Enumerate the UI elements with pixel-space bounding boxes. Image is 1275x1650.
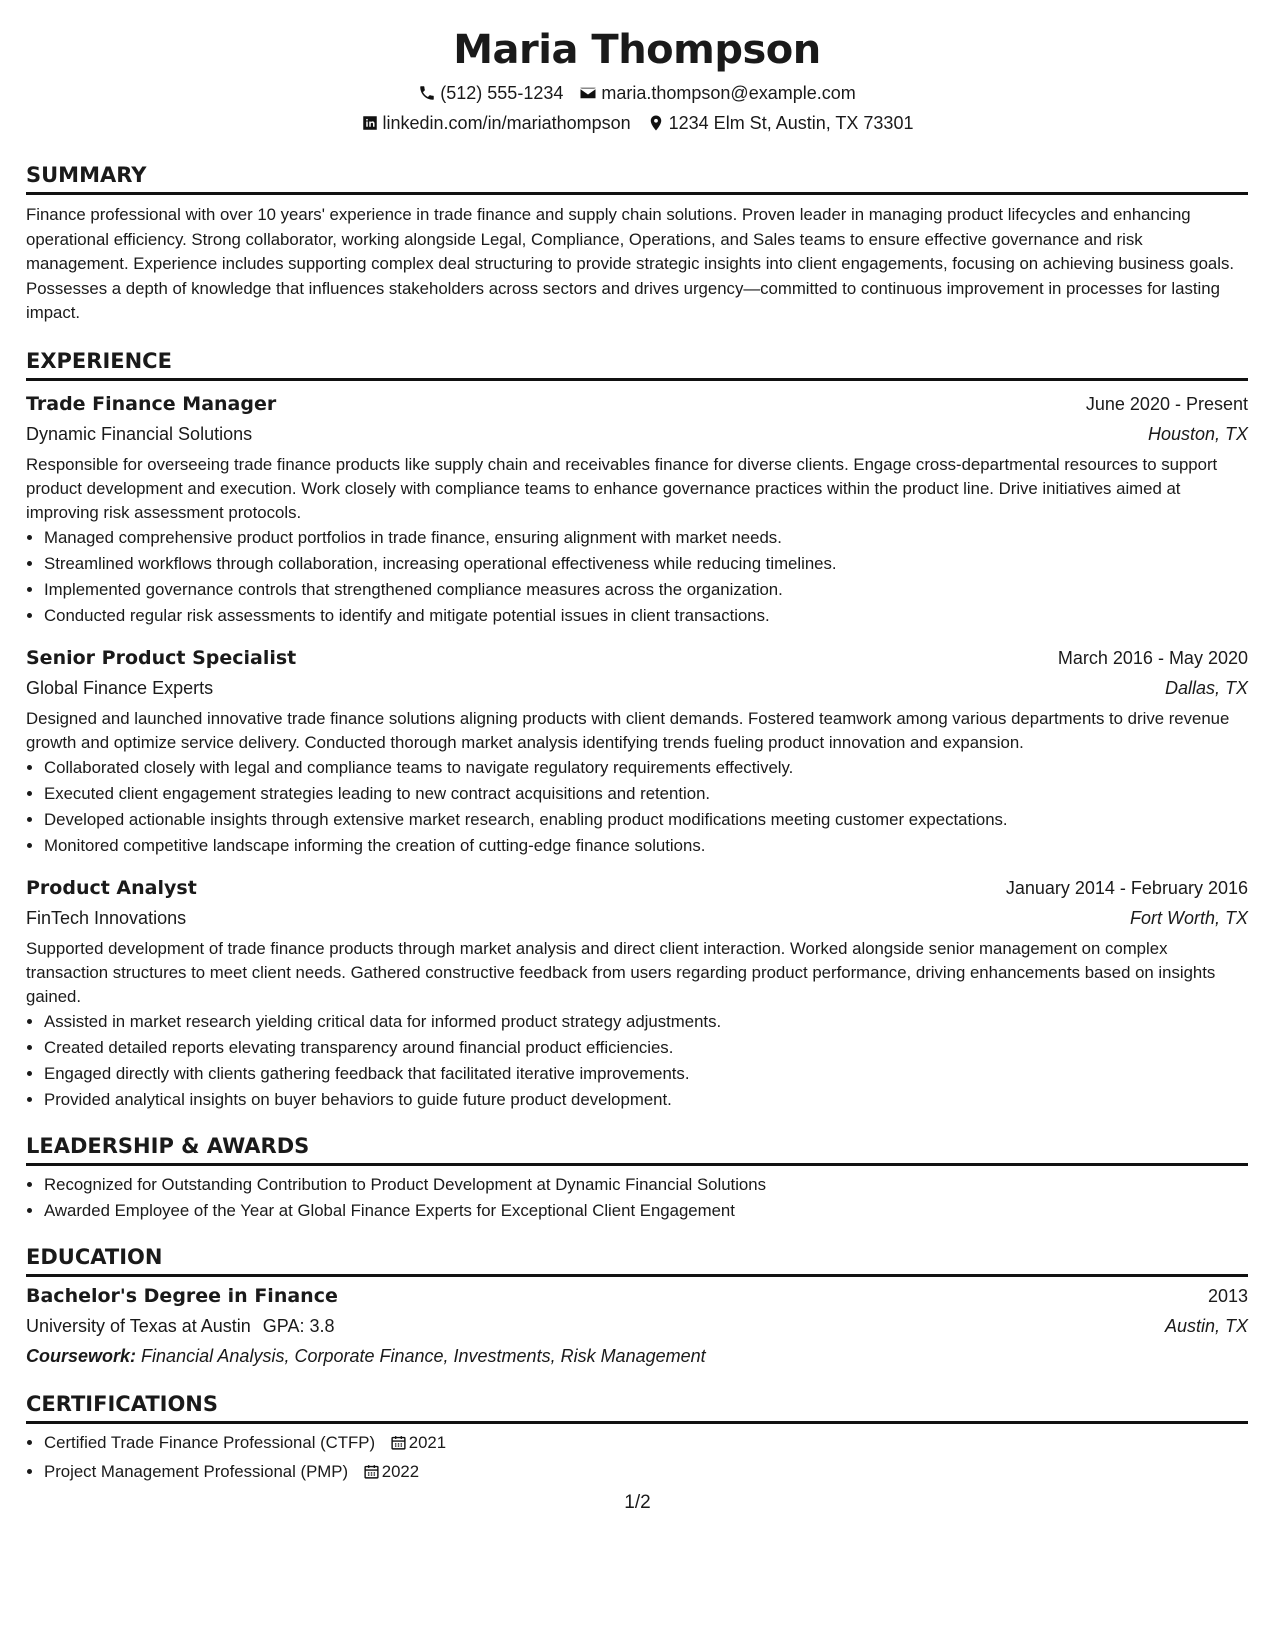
list-item: • Conducted regular risk assessments to identify and mitigate potential issues in client transactions. xyxy=(44,603,1248,629)
phone-number: (512) 555-1234 xyxy=(440,83,564,103)
graduation-year: 2013 xyxy=(1207,1285,1248,1306)
job-title: Senior Product Specialist xyxy=(26,646,297,669)
company-name: Dynamic Financial Solutions xyxy=(26,423,253,444)
leadership-section xyxy=(26,1133,1248,1224)
certifications-list xyxy=(26,1430,1248,1488)
email-contact[interactable] xyxy=(579,78,855,108)
linkedin-url[interactable]: linkedin.com/in/mariathompson xyxy=(382,113,631,133)
list-item: • Provided analytical insights on buyer behaviors to guide future product development. xyxy=(44,1087,1248,1113)
job-location: Houston, TX xyxy=(1147,423,1248,444)
coursework-label: Coursework: xyxy=(26,1345,137,1366)
list-item: • Developed actionable insights through extensive market research, enabling product modifications meeting customer expectations. xyxy=(44,807,1248,833)
envelope-icon xyxy=(579,84,597,102)
list-item: • Implemented governance controls that strengthened compliance measures across the organization. xyxy=(44,577,1248,603)
list-item: • Recognized for Outstanding Contribution to Product Development at Dynamic Financial Solutions xyxy=(44,1172,1248,1198)
linkedin-contact[interactable] xyxy=(361,108,631,138)
calendar-icon xyxy=(363,1462,380,1488)
section-title-experience: EXPERIENCE xyxy=(26,348,1248,381)
section-title-summary: SUMMARY xyxy=(26,162,1248,195)
phone-icon xyxy=(418,84,436,102)
candidate-name: Maria Thompson xyxy=(453,27,821,73)
linkedin-icon xyxy=(361,114,379,132)
section-title-certifications: CERTIFICATIONS xyxy=(26,1391,1248,1424)
summary-text: Finance professional with over 10 years' experience in trade finance and supply chain solutions. Proven leader in managing product lifecycles and enhancing operational efficiency. Strong collaborator, working alongside Legal, Compliance, Operations, and Sales teams to ensure effective governance and risk management. Experience includes supporting complex deal structuring to provide strategic insights into client engagements, focusing on achieving business goals. Possesses a depth of knowledge that influences stakeholders across sectors and drives urgency—committed to continuous improvement in processes for lasting impact. xyxy=(26,205,1235,322)
address-contact xyxy=(647,108,914,138)
job-title: Product Analyst xyxy=(26,876,197,899)
page-number: 1/2 xyxy=(624,1492,651,1513)
job-dates: January 2014 - February 2016 xyxy=(1005,877,1248,898)
school-location: Austin, TX xyxy=(1164,1315,1248,1336)
street-address: 1234 Elm St, Austin, TX 73301 xyxy=(668,113,914,133)
list-item xyxy=(44,1430,1248,1459)
gpa: GPA: 3.8 xyxy=(262,1315,335,1336)
certification-name: Certified Trade Finance Professional (CTFP) xyxy=(44,1432,376,1452)
experience-section xyxy=(26,348,1248,1113)
list-item: • Collaborated closely with legal and compliance teams to navigate regulatory requirements effectively. xyxy=(44,755,1248,781)
email-address[interactable]: maria.thompson@example.com xyxy=(601,83,856,103)
coursework xyxy=(26,1341,1248,1371)
awards-list xyxy=(26,1172,1248,1224)
map-marker-icon xyxy=(647,114,665,132)
company-name: FinTech Innovations xyxy=(26,907,187,928)
education-section xyxy=(26,1244,1248,1371)
job-description: Responsible for overseeing trade finance products like supply chain and receivables finance for diverse clients. Engage cross-departmental resources to support product development and execution. Work closely with compliance teams to enhance governance practices within the product line. Drive initiatives aimed at improving risk assessment protocols. xyxy=(26,454,1218,522)
list-item: • Created detailed reports elevating transparency around financial product efficiencies. xyxy=(44,1035,1248,1061)
section-title-leadership: LEADERSHIP & AWARDS xyxy=(26,1133,1248,1166)
contact-row-2 xyxy=(26,108,1248,138)
job-entry xyxy=(26,873,1248,1113)
job-bullets xyxy=(26,755,1248,859)
resume-page xyxy=(26,0,1248,1488)
job-title: Trade Finance Manager xyxy=(26,392,277,415)
job-bullets xyxy=(26,1009,1248,1113)
degree-name: Bachelor's Degree in Finance xyxy=(26,1284,338,1307)
certifications-section xyxy=(26,1391,1248,1488)
list-item: • Monitored competitive landscape informing the creation of cutting-edge finance solutions. xyxy=(44,833,1248,859)
list-item: • Executed client engagement strategies leading to new contract acquisitions and retention. xyxy=(44,781,1248,807)
phone-contact xyxy=(418,78,563,108)
list-item: • Assisted in market research yielding critical data for informed product strategy adjustments. xyxy=(44,1009,1248,1035)
certification-year: 2021 xyxy=(408,1432,447,1452)
list-item: • Streamlined workflows through collaboration, increasing operational effectiveness while reducing timelines. xyxy=(44,551,1248,577)
school-name: University of Texas at Austin xyxy=(26,1315,251,1336)
coursework-list: Financial Analysis, Corporate Finance, Investments, Risk Management xyxy=(141,1345,706,1366)
job-entry xyxy=(26,643,1248,859)
job-location: Dallas, TX xyxy=(1164,677,1248,698)
job-location: Fort Worth, TX xyxy=(1129,907,1248,928)
list-item: • Managed comprehensive product portfolios in trade finance, ensuring alignment with market needs. xyxy=(44,525,1248,551)
list-item: • Awarded Employee of the Year at Global Finance Experts for Exceptional Client Engagement xyxy=(44,1198,1248,1224)
list-item xyxy=(44,1459,1248,1488)
job-bullets xyxy=(26,525,1248,629)
certification-name: Project Management Professional (PMP) xyxy=(44,1461,349,1481)
section-title-education: EDUCATION xyxy=(26,1244,1248,1277)
summary-section xyxy=(26,162,1248,326)
contact-row-1 xyxy=(26,78,1248,108)
company-name: Global Finance Experts xyxy=(26,677,214,698)
job-dates: March 2016 - May 2020 xyxy=(1057,647,1248,668)
job-entry xyxy=(26,389,1248,629)
job-description: Supported development of trade finance products through market analysis and direct client interaction. Worked alongside senior management on complex transaction structures to meet client needs. Gathered constructive feedback from users regarding product performance, driving enhancements based on insights gained. xyxy=(26,938,1216,1006)
list-item: • Engaged directly with clients gathering feedback that facilitated iterative improvements. xyxy=(44,1061,1248,1087)
job-description: Designed and launched innovative trade finance solutions aligning products with client demands. Fostered teamwork among various departments to drive revenue growth and optimize service delivery. Conducted thorough market analysis identifying trends fueling product innovation and expansion. xyxy=(26,708,1230,752)
school-info xyxy=(26,1311,334,1341)
job-dates: June 2020 - Present xyxy=(1085,393,1248,414)
certification-year: 2022 xyxy=(381,1461,420,1481)
calendar-icon xyxy=(390,1433,407,1459)
